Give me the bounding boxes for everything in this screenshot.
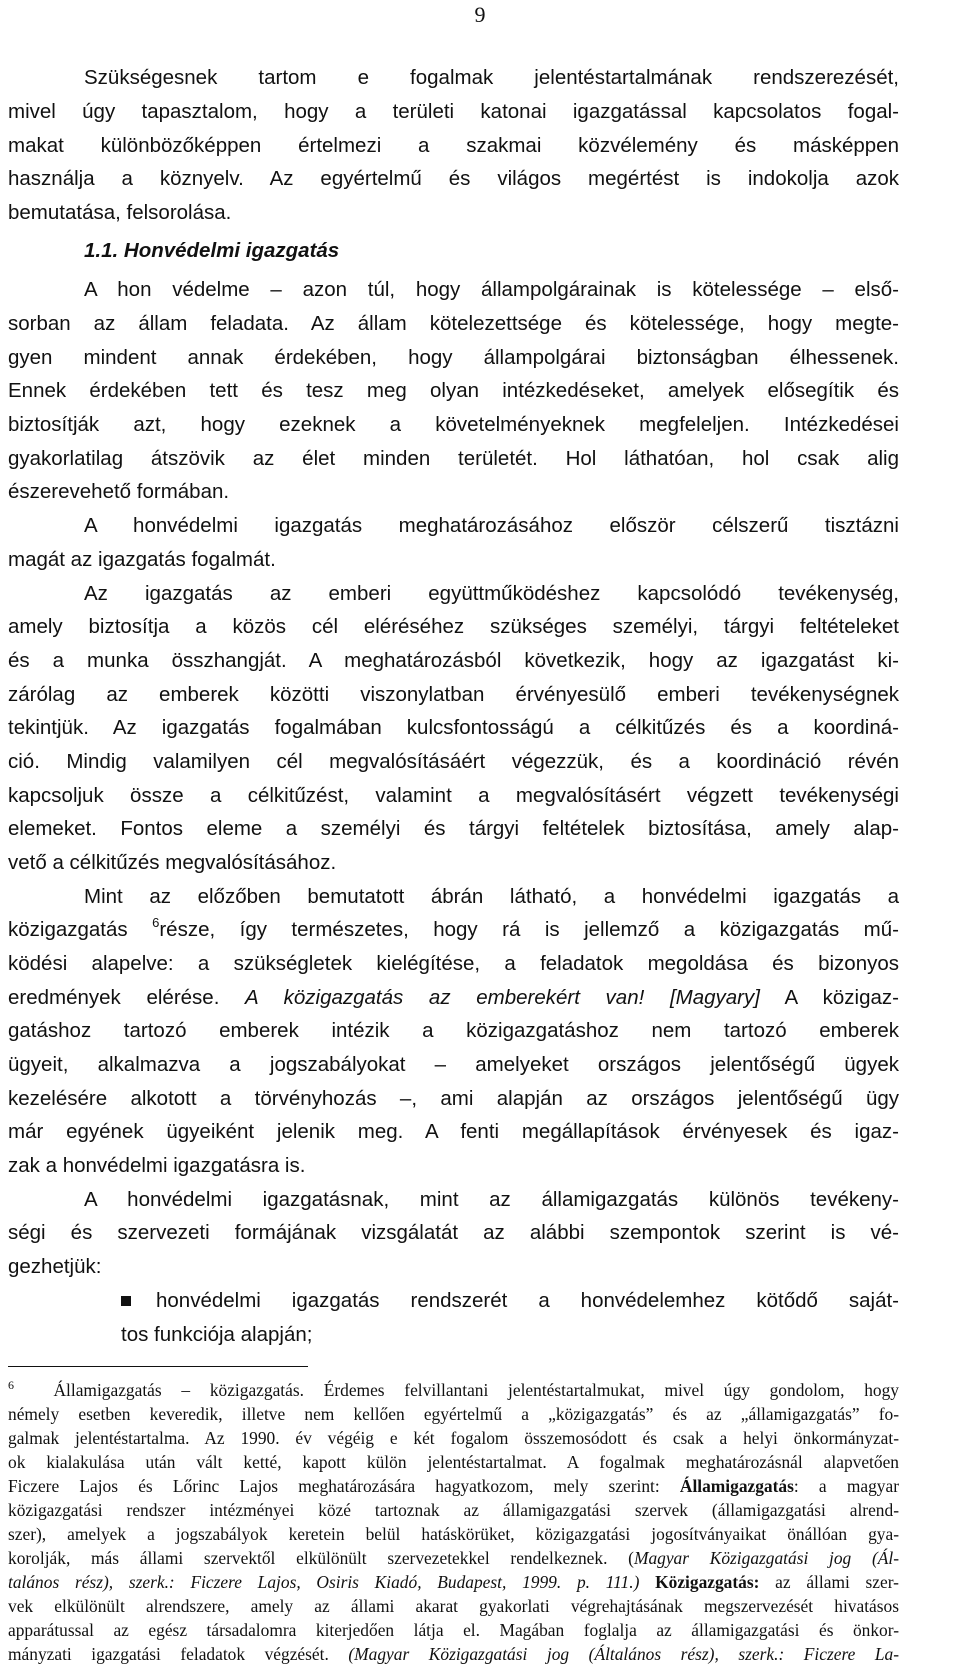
footnote-text: mányzati igazgatási feladatok végzését. [8,1644,329,1664]
body-line: kapcsoljuk össze a célkitűzést, valamint a megvalósításért végzett tevékenységi [8,784,899,807]
body-line: észerevehető formában. [8,480,230,503]
footnote-line [8,1570,899,1595]
body-line: ció. Mindig valamilyen cél megvalósításáért végezzük, és a koordináció révén [8,750,899,773]
body-line: elemeket. Fontos eleme a személyi és tárgyi feltételek biztosítása, amely alap- [8,817,899,840]
footnote-term: Államigazgatás [679,1476,794,1496]
body-line: bemutatása, felsorolása. [8,201,232,224]
body-line: kezelésére alkotott a törvényhozás –, ami alapján az országos jelentőségű ügy [8,1087,899,1110]
body-text: eredmények elérése. [8,986,220,1009]
bullet-marker [121,1296,131,1306]
body-line: sorban az állam feladata. Az állam kötelezettsége és kötelessége, hogy megte- [8,312,899,335]
footnote-line: galmak jelentéstartalma. Az 1990. év végéig e két fogalom összemosódott és csak a helyi önkormányzat- [8,1428,899,1448]
body-line: és a munka összhangját. A meghatározásból következik, hogy az igazgatást ki- [8,649,899,672]
body-line: vető a célkitűzés megvalósításához. [8,851,337,874]
footnote-term: Közigazgatás: [655,1572,760,1592]
body-line: zak a honvédelmi igazgatásra is. [8,1154,306,1177]
body-line: Szükségesnek tartom e fogalmak jelentéstartalmának rendszerezését, [84,66,899,89]
body-line: amely biztosítja a közös cél eléréséhez szükséges személyi, tárgyi feltételeket [8,615,899,638]
body-line: A honvédelmi igazgatás meghatározásához először célszerű tisztázni [84,514,899,537]
body-line: biztosítják azt, hogy ezeknek a követelményeknek megfeleljen. Intézkedései [8,413,899,436]
section-heading: 1.1. Honvédelmi igazgatás [84,239,340,262]
footnote-reference: 6 [152,915,160,930]
body-line: használja a köznyelv. Az egyértelmű és világos megértést is indokolja azok [8,167,899,190]
footnote-line: apparátussal az egész társadalomra kiterjedően látja el. Magában foglalja az államigazgatási és önkor- [8,1620,899,1640]
footnote-line: vek elkülönült alrendszere, amely az állami akarat gyakorlati végrehajtásának megszervezését hivatásos [8,1596,899,1616]
footnote-line [8,1474,899,1499]
footnote-separator [8,1366,308,1367]
footnote-text: : a magyar [793,1476,899,1496]
body-line: makat különbözőképpen értelmezi a szakmai közvélemény és másképpen [8,134,899,157]
body-line: tekintjük. Az igazgatás fogalmában kulcsfontosságú a célkitűzés és a koordiná- [8,716,899,739]
quote-text: A közigazgatás az emberekért van! [Magyary] [245,986,760,1009]
footnote-line [8,1642,899,1667]
footnote-text: az állami szer- [775,1572,899,1592]
footnote-line: közigazgatási rendszer intézményei közé tartoznak az államigazgatási szervek (államigazgatási alrend- [8,1500,899,1520]
body-text: A közigaz- [784,986,899,1009]
footnote-text: korolják, más állami szervektől elkülönült szervezetekkel rendelkeznek. ( [8,1548,634,1568]
footnote-line: ok kialakulása után vált ketté, kapott külön jelentéstartalmat. A fogalmak meghatározásnál alapvetően [8,1452,899,1472]
footnote-text: Ficzere Lajos és Lőrinc Lajos meghatározására hagyatkozom, mely szerint: [8,1476,660,1496]
body-line: magát az igazgatás fogalmát. [8,548,276,571]
body-text: része, így természetes, hogy rá is jellemző a közigazgatás mű- [159,918,899,941]
footnote-line: némely esetben keveredik, illetve nem kellően egyértelmű a „közigazgatás” és az „államigazgatás” fo- [8,1404,899,1424]
body-line: mivel úgy tapasztalom, hogy a területi katonai igazgatással kapcsolatos fogal- [8,100,899,123]
body-line: Mint az előzőben bemutatott ábrán látható, a honvédelmi igazgatás a [84,885,899,908]
body-line: Az igazgatás az emberi együttműködéshez kapcsolódó tevékenység, [84,582,899,605]
footnote-line [8,1378,899,1403]
body-line: ködési alapelve: a szükségletek kielégítése, a feladatok megoldása és bizonyos [8,952,899,975]
body-line: ségi és szervezeti formájának vizsgálatát az alábbi szempontok szerint is vé- [8,1221,899,1244]
body-line [8,915,899,945]
body-line: gyakorlatilag átszövik az élet minden területét. Hol láthatóan, hol csak alig [8,447,899,470]
footnote-line [8,1546,899,1571]
body-line: zárólag az emberek közötti viszonylatban érvényesülő emberi tevékenységnek [8,683,899,706]
footnote-number: 6 [8,1378,14,1392]
body-line: gatáshoz tartozó emberek intézik a közigazgatáshoz nem tartozó emberek [8,1019,899,1042]
body-line: A honvédelmi igazgatásnak, mint az államigazgatás különös tevékeny- [84,1188,899,1211]
body-text: közigazgatás [8,918,128,941]
bullet-line: tos funkciója alapján; [121,1323,313,1346]
body-line [8,983,899,1013]
footnote-citation: Magyar Közigazgatási jog (Ál- [633,1548,899,1568]
footnote-text: Államigazgatás – közigazgatás. Érdemes felvillantani jelentéstartalmukat, mivel úgy gondolom, hogy [53,1380,899,1400]
body-line: Ennek érdekében tett és tesz meg olyan intézkedéseket, amelyek elősegítik és [8,379,899,402]
footnote-citation: talános rész), szerk.: Ficzere Lajos, Osiris Kiadó, Budapest, 1999. p. 111.) [8,1572,640,1592]
body-line: ügyeit, alkalmazva a jogszabályokat – amelyeket országos jelentőségű ügyek [8,1053,899,1076]
body-line: gezhetjük: [8,1255,102,1278]
body-line: már egyének ügyeiként jelenik meg. A fenti megállapítások érvényesek és igaz- [8,1120,899,1143]
footnote-citation: (Magyar Közigazgatási jog (Általános rész), szerk.: Ficzere La- [348,1644,900,1664]
body-line: gyen mindent annak érdekében, hogy állampolgárai biztonságban élhessenek. [8,346,899,369]
bullet-line: honvédelmi igazgatás rendszerét a honvédelemhez kötődő saját- [156,1289,899,1312]
body-line: A hon védelme – azon túl, hogy állampolgárainak is kötelessége – első- [84,278,899,301]
page-number: 9 [474,2,486,27]
footnote-line: szer), amelyek a jogszabályok keretein belül hatáskörüket, közigazgatási jogosítványaikat önállóan gya- [8,1524,899,1544]
